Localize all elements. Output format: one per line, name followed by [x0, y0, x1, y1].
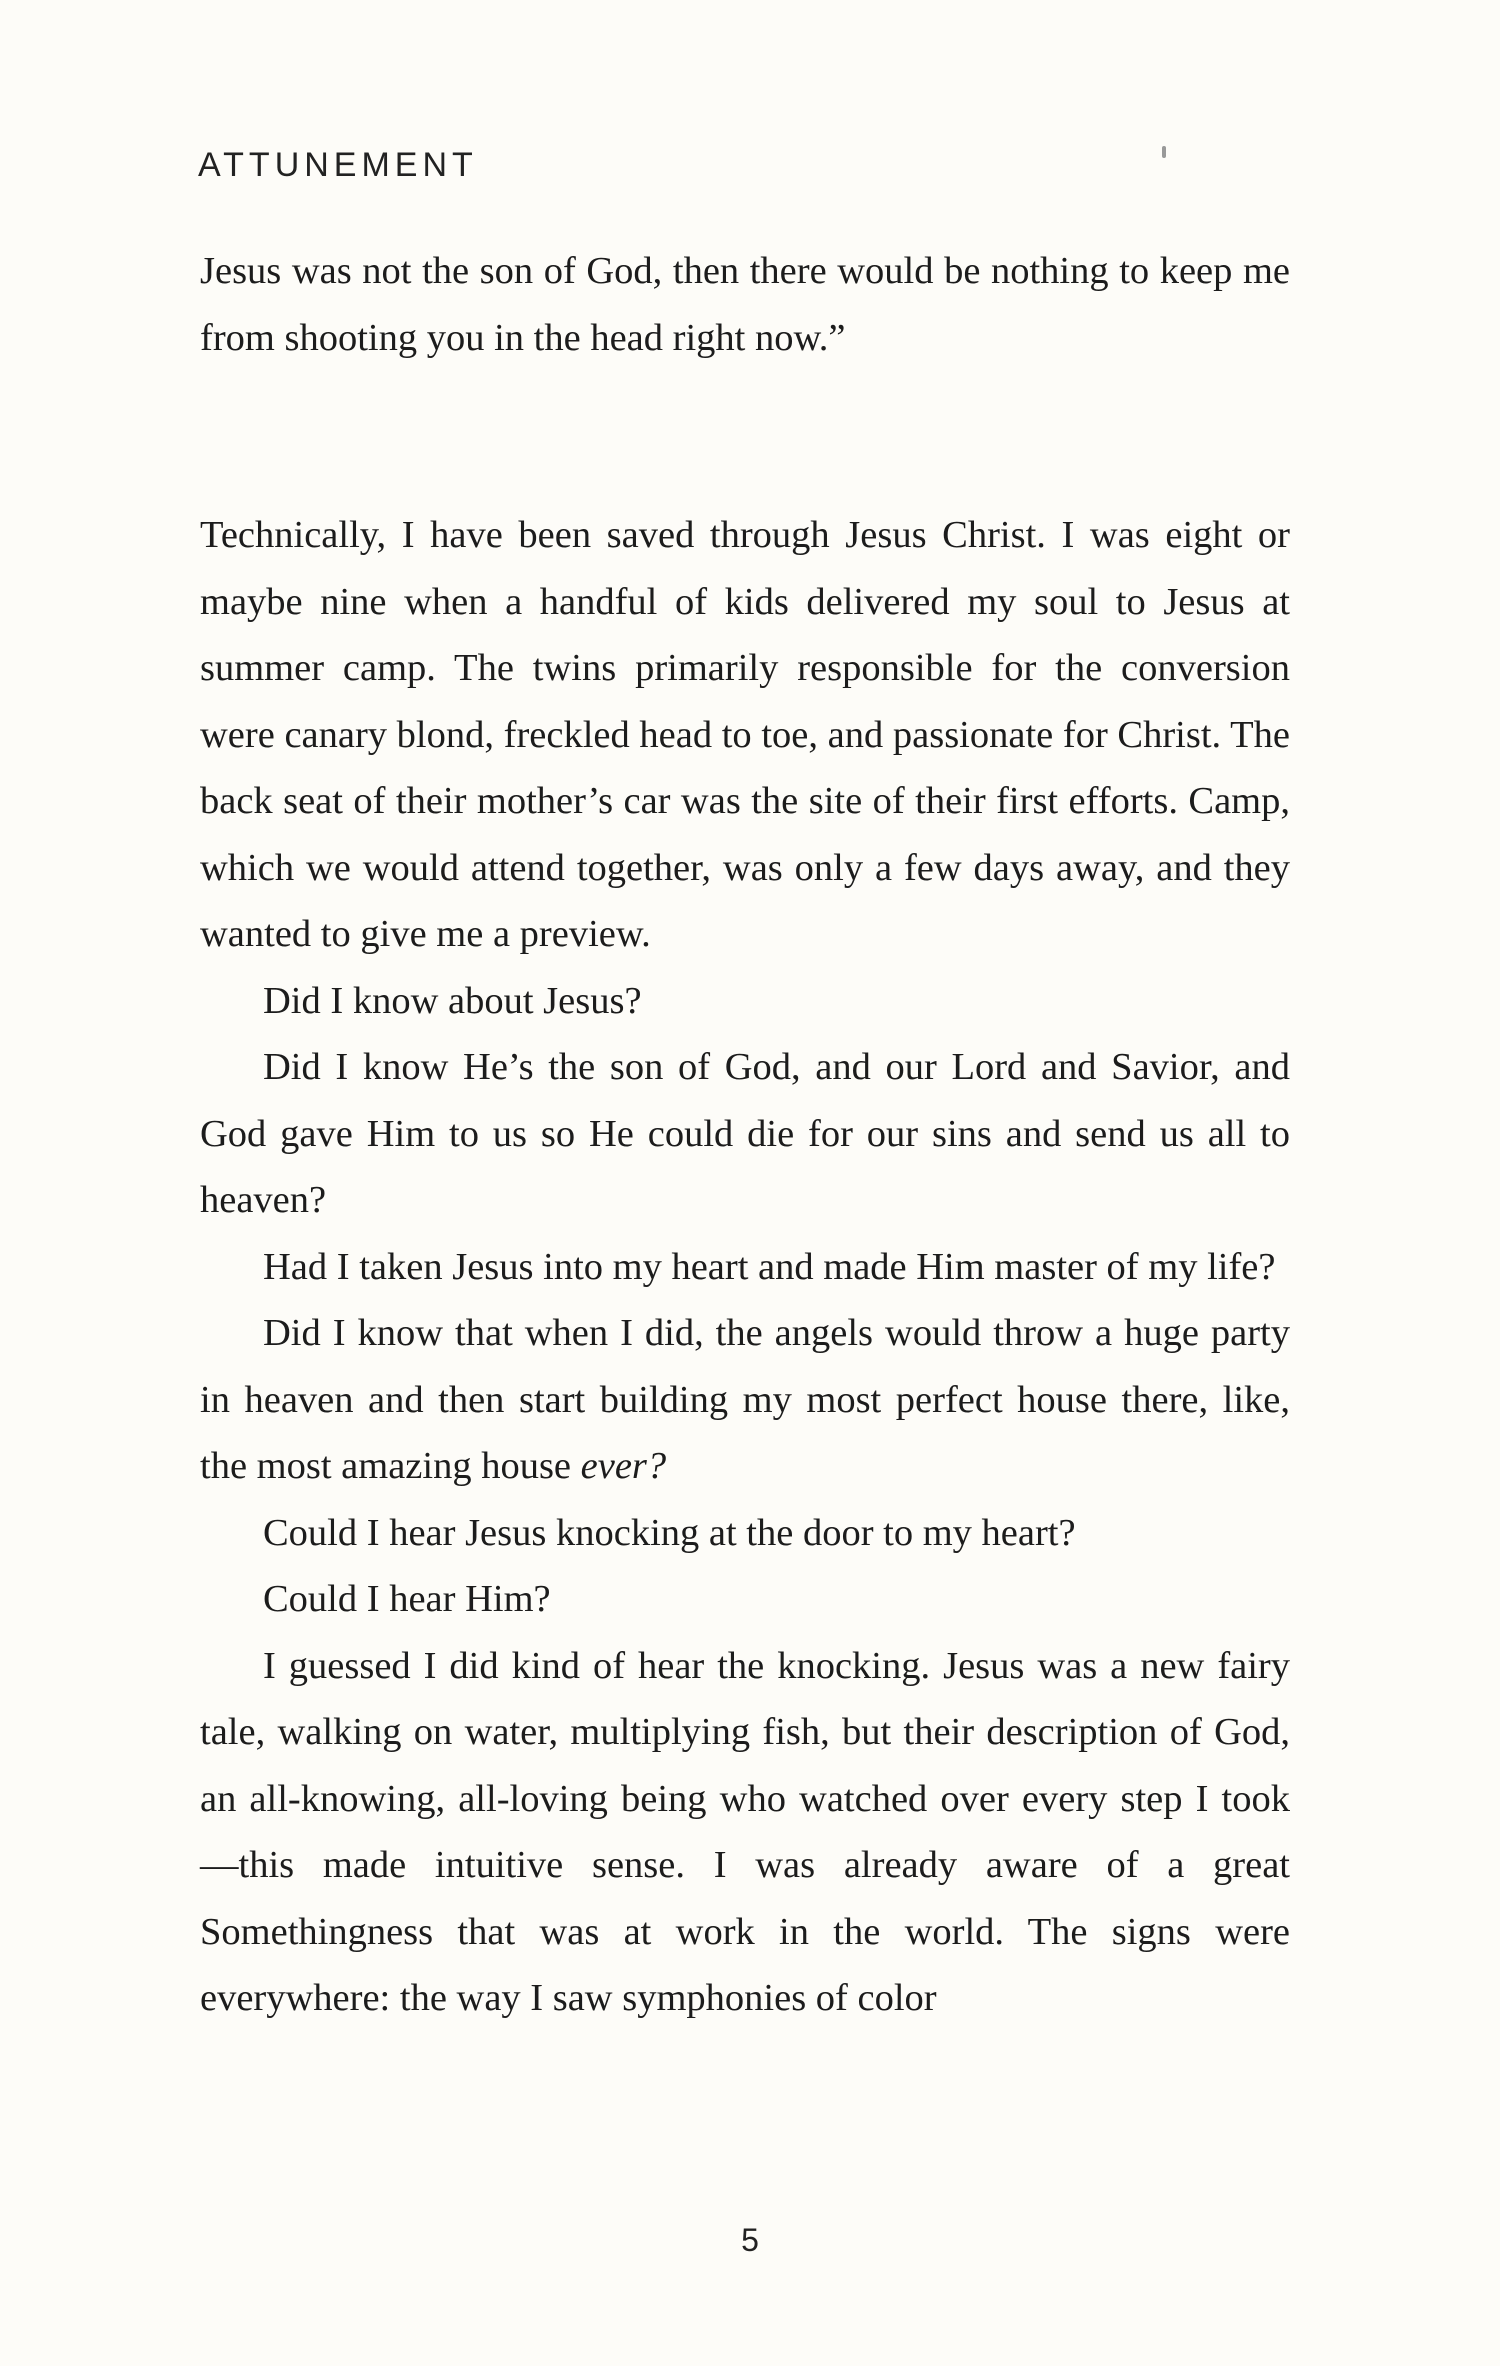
paragraph-knocking-door: Could I hear Jesus knocking at the door to my heart? [263, 1511, 1076, 1554]
italic-ever: ever? [580, 1445, 667, 1487]
paragraph-guessed-knocking: I guessed I did kind of hear the knocking. Jesus was a new fairy tale, walking on water, multiplying fish, but their description of God, an all-knowing, all-loving being who watched over every step I took—this made intuitive sense. I was already aware of a great Somethingness that was at work in the world. The signs were everywhere: the way I saw symphonies of color [200, 1644, 1290, 2019]
paragraph-hear-him: Could I hear Him? [263, 1578, 551, 1620]
main-text-block [200, 502, 1290, 2032]
angels-party-text: Did I know that when I did, the angels would throw a huge party in heaven and then start building my most perfect house there, like, the most amazing house [200, 1312, 1290, 1487]
paragraph-master-of-life: Had I taken Jesus into my heart and made Him master of my life? [263, 1245, 1276, 1288]
paragraph-son-of-god: Did I know He’s the son of God, and our Lord and Savior, and God gave Him to us so He could die for our sins and send us all to heaven? [200, 1046, 1290, 1221]
paragraph-technically: Technically, I have been saved through Jesus Christ. I was eight or maybe nine when a handful of kids delivered my soul to Jesus at summer camp. The twins primarily responsible for the conversion were canary blond, freckled head to toe, and passionate for Christ. The back seat of their mother’s car was the site of their first efforts. Camp, which we would attend together, was only a few days away, and they wanted to give me a preview. [200, 514, 1290, 955]
page-number: 5 [741, 2222, 759, 2258]
paragraph-continuation: Jesus was not the son of God, then there would be nothing to keep me from shooting you in the head right now.” [200, 250, 1290, 359]
paragraph-angels-party [200, 1300, 1290, 1500]
scan-speck [1162, 146, 1166, 158]
running-head: ATTUNEMENT [198, 146, 478, 184]
opening-text-block [200, 238, 1290, 371]
paragraph-know-about-jesus: Did I know about Jesus? [263, 979, 642, 1022]
